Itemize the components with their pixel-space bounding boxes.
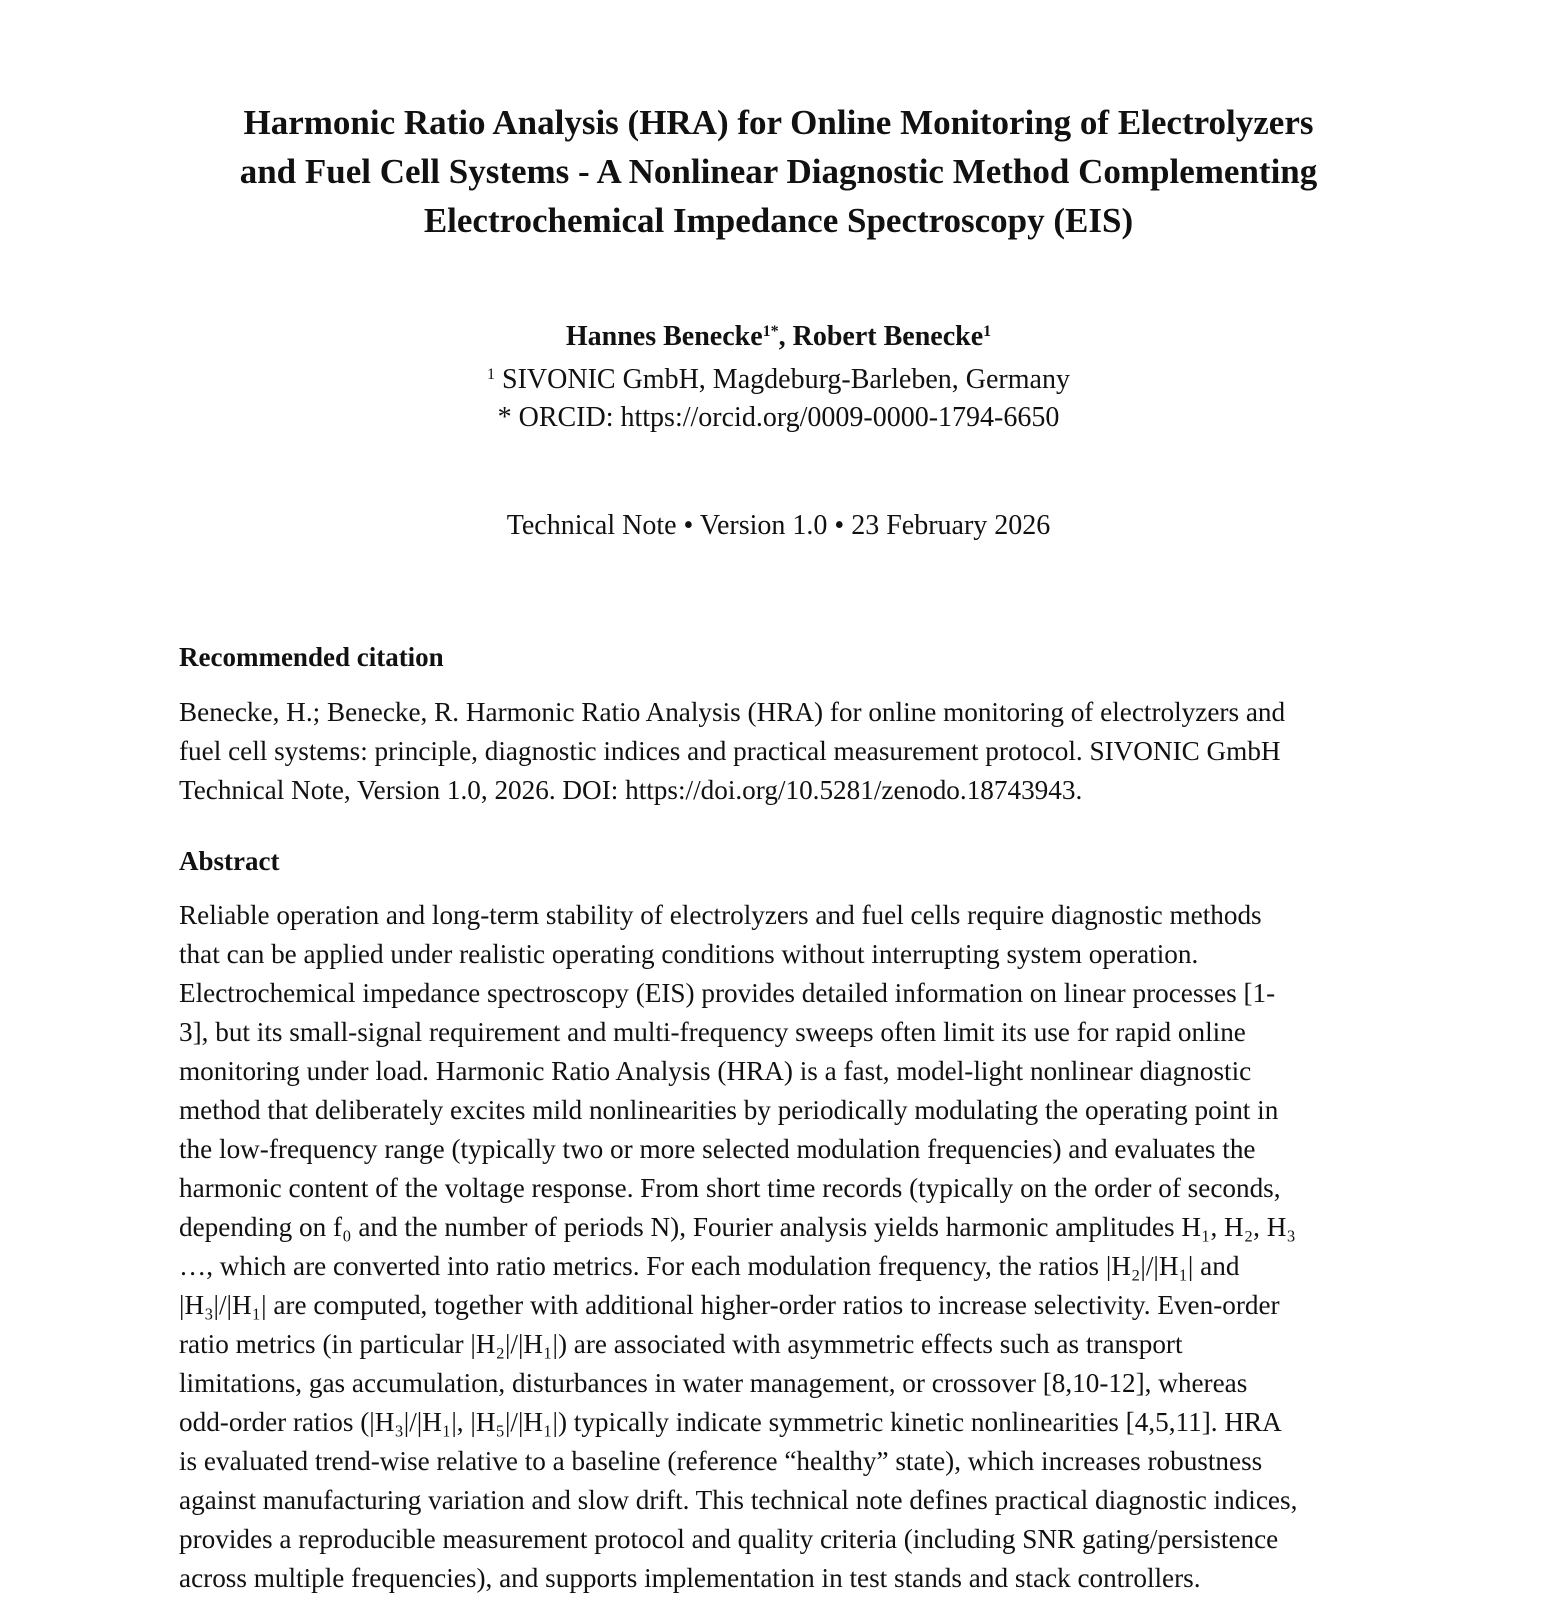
abstract-line: is evaluated trend-wise relative to a baseline (reference “healthy” state), which increases robustness <box>179 1446 1263 1476</box>
abstract-line: against manufacturing variation and slow drift. This technical note defines practical diagnostic indices, <box>179 1485 1298 1515</box>
orcid-line: * ORCID: https://orcid.org/0009-0000-1794-6650 <box>497 402 1060 433</box>
abstract-line: harmonic content of the voltage response. From short time records (typically on the order of seconds, <box>179 1173 1281 1203</box>
citation-heading: Recommended citation <box>179 642 444 672</box>
abstract-line: depending on f₀ and the number of periods N), Fourier analysis yields harmonic amplitudes H₁, H₂, H₃ <box>179 1212 1296 1242</box>
affiliation <box>0 362 1557 402</box>
abstract-line: |H₃|/|H₁| are computed, together with additional higher-order ratios to increase selectivity. Even-order <box>179 1290 1280 1320</box>
author-separator: , <box>778 321 793 352</box>
citation-line: Technical Note, Version 1.0, 2026. DOI: https://doi.org/10.5281/zenodo.18743943. <box>179 775 1083 805</box>
abstract-text <box>179 896 1391 1598</box>
abstract-heading: Abstract <box>179 846 280 876</box>
paper-title <box>180 98 1377 245</box>
abstract-line: the low-frequency range (typically two or more selected modulation frequencies) and evaluates the <box>179 1134 1256 1164</box>
author-affiliation-mark: 1 <box>983 323 992 340</box>
document-type-line: Technical Note • Version 1.0 • 23 February 2026 <box>506 510 1051 541</box>
affiliation-mark: 1 <box>487 366 496 383</box>
abstract-line: odd-order ratios (|H₃|/|H₁|, |H₅|/|H₁|) typically indicate symmetric kinetic nonlinearities [4,5,11]. HRA <box>179 1407 1282 1437</box>
title-line: Electrochemical Impedance Spectroscopy (EIS) <box>423 201 1134 240</box>
abstract-line: limitations, gas accumulation, disturbances in water management, or crossover [8,10-12], whereas <box>179 1368 1248 1398</box>
abstract-line: 3], but its small-signal requirement and multi-frequency sweeps often limit its use for rapid online <box>179 1017 1246 1047</box>
citation-text <box>179 693 1391 810</box>
author-affiliation-mark: 1* <box>762 323 779 340</box>
abstract-line: across multiple frequencies), and supports implementation in test stands and stack controllers. <box>179 1563 1201 1593</box>
abstract-line: monitoring under load. Harmonic Ratio Analysis (HRA) is a fast, model-light nonlinear diagnostic <box>179 1056 1252 1086</box>
abstract-line: Electrochemical impedance spectroscopy (EIS) provides detailed information on linear processes [1- <box>179 978 1276 1008</box>
abstract-line: ratio metrics (in particular |H₂|/|H₁|) are associated with asymmetric effects such as transport <box>179 1329 1183 1359</box>
author-name: Hannes Benecke <box>565 321 763 352</box>
citation-line: Benecke, H.; Benecke, R. Harmonic Ratio Analysis (HRA) for online monitoring of electrolyzers and <box>179 697 1286 727</box>
title-line: and Fuel Cell Systems - A Nonlinear Diagnostic Method Complementing <box>239 152 1318 191</box>
abstract-line: that can be applied under realistic operating conditions without interrupting system operation. <box>179 939 1199 969</box>
abstract-line: Reliable operation and long-term stability of electrolyzers and fuel cells require diagnostic methods <box>179 900 1262 930</box>
abstract-line: …, which are converted into ratio metrics. For each modulation frequency, the ratios |H₂|/|H₁| and <box>179 1251 1240 1281</box>
abstract-line: method that deliberately excites mild nonlinearities by periodically modulating the operating point in <box>179 1095 1279 1125</box>
author-list <box>0 319 1557 359</box>
author-name: Robert Benecke <box>792 321 984 352</box>
citation-line: fuel cell systems: principle, diagnostic indices and practical measurement protocol. SIVONIC GmbH <box>179 736 1281 766</box>
affiliation-text: SIVONIC GmbH, Magdeburg-Barleben, Germany <box>502 364 1070 395</box>
abstract-line: provides a reproducible measurement protocol and quality criteria (including SNR gating/persistence <box>179 1524 1279 1554</box>
title-line: Harmonic Ratio Analysis (HRA) for Online Monitoring of Electrolyzers <box>243 103 1314 142</box>
